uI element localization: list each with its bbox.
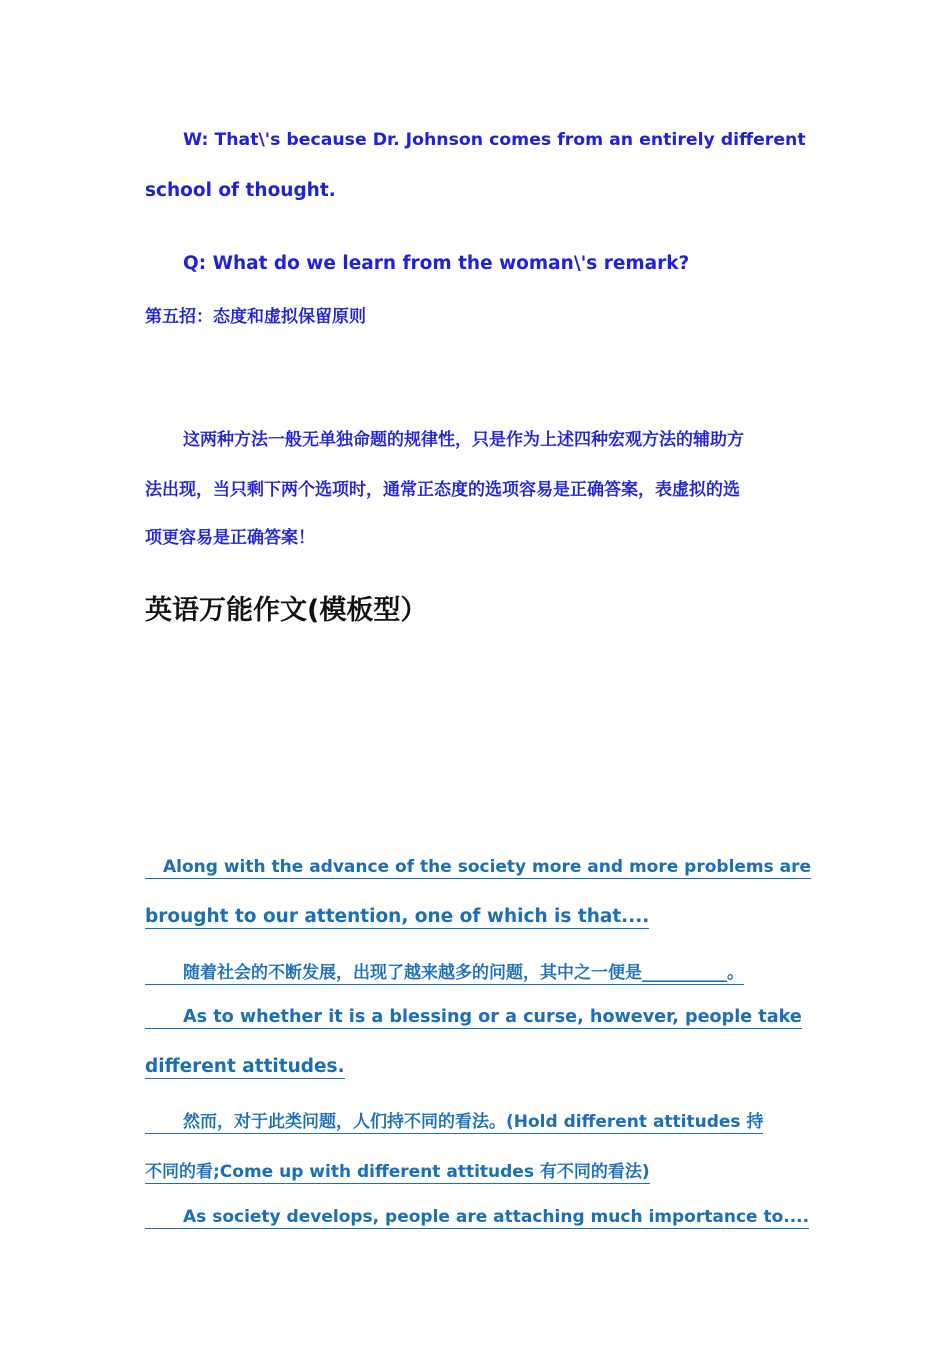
section-5-paragraph-line-2: 法出现，当只剩下两个选项时，通常正态度的选项容易是正确答案，表虚拟的选 [145, 480, 740, 500]
dialogue-w-line-2: school of thought. [145, 180, 336, 201]
section-5-paragraph-line-3: 项更容易是正确答案！ [145, 528, 315, 548]
dialogue-question: Q: What do we learn from the woman\'s remark? [183, 253, 690, 274]
essay-line-7: 不同的看;Come up with different attitudes 有不同的看法) [145, 1157, 650, 1184]
essay-line-8: As society develops, people are attaching much importance to.... [145, 1207, 809, 1229]
essay-line-2: brought to our attention, one of which is that.... [145, 906, 650, 927]
essay-line-4: As to whether it is a blessing or a curse, however, people take [145, 1007, 802, 1029]
section-5-title: 第五招：态度和虚拟保留原则 [145, 307, 366, 327]
section-5-paragraph-line-1: 这两种方法一般无单独命题的规律性，只是作为上述四种宏观方法的辅助方 [183, 430, 744, 450]
essay-line-6: 然而，对于此类问题，人们持不同的看法。(Hold different attitudes 持 [145, 1107, 763, 1134]
dialogue-w-line-1: W: That\'s because Dr. Johnson comes from an entirely different [183, 130, 806, 150]
essay-heading: 英语万能作文(模板型） [145, 595, 428, 626]
essay-line-5: different attitudes. [145, 1056, 345, 1077]
essay-line-3: 随着社会的不断发展，出现了越来越多的问题，其中之一便是__________。 [145, 958, 744, 985]
essay-line-1: Along with the advance of the society more and more problems are [145, 857, 811, 879]
